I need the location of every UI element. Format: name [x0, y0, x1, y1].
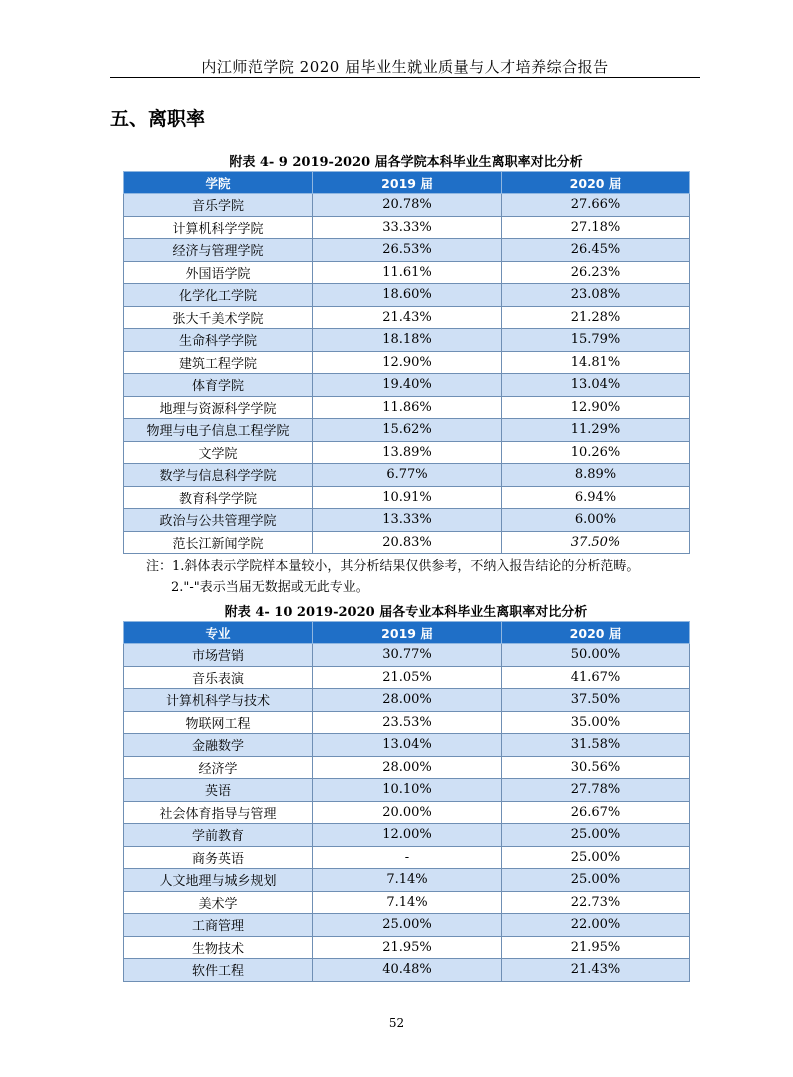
table-row — [124, 936, 690, 959]
value-2019-cell: 11.61% — [313, 261, 502, 284]
value-2019-cell: 20.00% — [313, 801, 502, 824]
value-2020-cell: 27.66% — [502, 194, 690, 217]
value-2020-cell: 26.23% — [502, 261, 690, 284]
value-2019-cell: 13.04% — [313, 734, 502, 757]
table-row — [124, 509, 690, 532]
value-2020-cell: 27.78% — [502, 779, 690, 802]
table-note-2: 2."-"表示当届无数据或无此专业。 — [171, 580, 369, 595]
table-row — [124, 801, 690, 824]
table-row — [124, 419, 690, 442]
value-2019-cell: 19.40% — [313, 374, 502, 397]
value-2020-cell: 8.89% — [502, 464, 690, 487]
column-header-college: 学院 — [124, 172, 313, 194]
row-label-cell: 社会体育指导与管理 — [124, 801, 313, 824]
value-2020-cell: 12.90% — [502, 396, 690, 419]
column-header-major: 专业 — [124, 622, 313, 644]
row-label-cell: 市场营销 — [124, 644, 313, 667]
row-label-cell: 计算机科学与技术 — [124, 689, 313, 712]
row-label-cell: 人文地理与城乡规划 — [124, 869, 313, 892]
table-row — [124, 914, 690, 937]
row-label-cell: 张大千美术学院 — [124, 306, 313, 329]
table-row — [124, 464, 690, 487]
value-2019-cell: - — [313, 846, 502, 869]
row-label-cell: 音乐表演 — [124, 666, 313, 689]
table-row — [124, 869, 690, 892]
table-row — [124, 846, 690, 869]
value-2019-cell: 10.91% — [313, 486, 502, 509]
row-label-cell: 体育学院 — [124, 374, 313, 397]
table-row — [124, 216, 690, 239]
value-2020-cell: 26.45% — [502, 239, 690, 262]
row-label-cell: 教育科学学院 — [124, 486, 313, 509]
row-label-cell: 音乐学院 — [124, 194, 313, 217]
table-row — [124, 689, 690, 712]
row-label-cell: 数学与信息科学学院 — [124, 464, 313, 487]
value-2020-cell: 25.00% — [502, 869, 690, 892]
value-2020-cell: 21.95% — [502, 936, 690, 959]
row-label-cell: 经济学 — [124, 756, 313, 779]
table-row — [124, 374, 690, 397]
value-2020-cell: 10.26% — [502, 441, 690, 464]
value-2019-cell: 30.77% — [313, 644, 502, 667]
table-row — [124, 284, 690, 307]
value-2020-cell: 11.29% — [502, 419, 690, 442]
value-2020-cell: 14.81% — [502, 351, 690, 374]
value-2020-cell: 6.94% — [502, 486, 690, 509]
row-label-cell: 生物技术 — [124, 936, 313, 959]
row-label-cell: 计算机科学学院 — [124, 216, 313, 239]
value-2019-cell: 20.83% — [313, 531, 502, 554]
table-row — [124, 194, 690, 217]
value-2020-cell: 21.43% — [502, 959, 690, 982]
column-header-2019: 2019 届 — [313, 172, 502, 194]
row-label-cell: 外国语学院 — [124, 261, 313, 284]
row-label-cell: 金融数学 — [124, 734, 313, 757]
table-header-row — [124, 622, 690, 644]
table2-caption: 附表 4- 10 2019-2020 届各专业本科毕业生离职率对比分析 — [224, 605, 588, 620]
column-header-2020: 2020 届 — [502, 172, 690, 194]
value-2020-cell: 35.00% — [502, 711, 690, 734]
row-label-cell: 地理与资源科学学院 — [124, 396, 313, 419]
value-2020-cell: 6.00% — [502, 509, 690, 532]
table-row — [124, 531, 690, 554]
row-label-cell: 政治与公共管理学院 — [124, 509, 313, 532]
table-row — [124, 351, 690, 374]
table-row — [124, 756, 690, 779]
table1-caption: 附表 4- 9 2019-2020 届各学院本科毕业生离职率对比分析 — [229, 155, 583, 170]
value-2020-cell: 25.00% — [502, 846, 690, 869]
table-row — [124, 261, 690, 284]
value-2020-cell: 25.00% — [502, 824, 690, 847]
table-row — [124, 779, 690, 802]
value-2019-cell: 11.86% — [313, 396, 502, 419]
table-row — [124, 644, 690, 667]
table-row — [124, 396, 690, 419]
row-label-cell: 文学院 — [124, 441, 313, 464]
value-2019-cell: 13.33% — [313, 509, 502, 532]
value-2020-cell: 13.04% — [502, 374, 690, 397]
page-header: 内江师范学院 2020 届毕业生就业质量与人才培养综合报告 — [201, 58, 609, 76]
table-row — [124, 959, 690, 982]
value-2019-cell: 12.00% — [313, 824, 502, 847]
row-label-cell: 学前教育 — [124, 824, 313, 847]
value-2019-cell: 18.18% — [313, 329, 502, 352]
row-label-cell: 范长江新闻学院 — [124, 531, 313, 554]
value-2020-cell: 26.67% — [502, 801, 690, 824]
table-row — [124, 734, 690, 757]
value-2020-cell: 37.50% — [502, 531, 690, 554]
row-label-cell: 经济与管理学院 — [124, 239, 313, 262]
table-row — [124, 486, 690, 509]
column-header-2020: 2020 届 — [502, 622, 690, 644]
row-label-cell: 物联网工程 — [124, 711, 313, 734]
value-2019-cell: 23.53% — [313, 711, 502, 734]
column-header-2019: 2019 届 — [313, 622, 502, 644]
value-2020-cell: 22.73% — [502, 891, 690, 914]
value-2019-cell: 21.05% — [313, 666, 502, 689]
table-row — [124, 891, 690, 914]
table-row — [124, 666, 690, 689]
row-label-cell: 商务英语 — [124, 846, 313, 869]
value-2019-cell: 21.43% — [313, 306, 502, 329]
section-title: 五、离职率 — [110, 108, 206, 130]
table-row — [124, 306, 690, 329]
value-2020-cell: 27.18% — [502, 216, 690, 239]
value-2019-cell: 10.10% — [313, 779, 502, 802]
table-row — [124, 239, 690, 262]
value-2019-cell: 7.14% — [313, 891, 502, 914]
value-2019-cell: 18.60% — [313, 284, 502, 307]
page-number: 52 — [388, 1016, 405, 1030]
table-row — [124, 441, 690, 464]
row-label-cell: 建筑工程学院 — [124, 351, 313, 374]
table-note-1: 注：1.斜体表示学院样本量较小，其分析结果仅供参考，不纳入报告结论的分析范畴。 — [146, 559, 640, 574]
value-2020-cell: 31.58% — [502, 734, 690, 757]
value-2019-cell: 26.53% — [313, 239, 502, 262]
table-row — [124, 711, 690, 734]
value-2019-cell: 25.00% — [313, 914, 502, 937]
row-label-cell: 美术学 — [124, 891, 313, 914]
value-2020-cell: 22.00% — [502, 914, 690, 937]
row-label-cell: 化学化工学院 — [124, 284, 313, 307]
value-2020-cell: 37.50% — [502, 689, 690, 712]
value-2020-cell: 50.00% — [502, 644, 690, 667]
value-2019-cell: 6.77% — [313, 464, 502, 487]
value-2019-cell: 7.14% — [313, 869, 502, 892]
row-label-cell: 物理与电子信息工程学院 — [124, 419, 313, 442]
row-label-cell: 软件工程 — [124, 959, 313, 982]
value-2019-cell: 20.78% — [313, 194, 502, 217]
value-2019-cell: 21.95% — [313, 936, 502, 959]
table-row — [124, 329, 690, 352]
table-row — [124, 824, 690, 847]
row-label-cell: 工商管理 — [124, 914, 313, 937]
value-2020-cell: 30.56% — [502, 756, 690, 779]
value-2020-cell: 15.79% — [502, 329, 690, 352]
value-2019-cell: 28.00% — [313, 689, 502, 712]
table-header-row — [124, 172, 690, 194]
header-divider — [110, 77, 700, 78]
major-turnover-table — [123, 621, 690, 982]
value-2020-cell: 23.08% — [502, 284, 690, 307]
value-2020-cell: 21.28% — [502, 306, 690, 329]
row-label-cell: 英语 — [124, 779, 313, 802]
value-2019-cell: 12.90% — [313, 351, 502, 374]
value-2020-cell: 41.67% — [502, 666, 690, 689]
value-2019-cell: 28.00% — [313, 756, 502, 779]
college-turnover-table — [123, 171, 690, 554]
value-2019-cell: 40.48% — [313, 959, 502, 982]
value-2019-cell: 13.89% — [313, 441, 502, 464]
row-label-cell: 生命科学学院 — [124, 329, 313, 352]
value-2019-cell: 33.33% — [313, 216, 502, 239]
value-2019-cell: 15.62% — [313, 419, 502, 442]
